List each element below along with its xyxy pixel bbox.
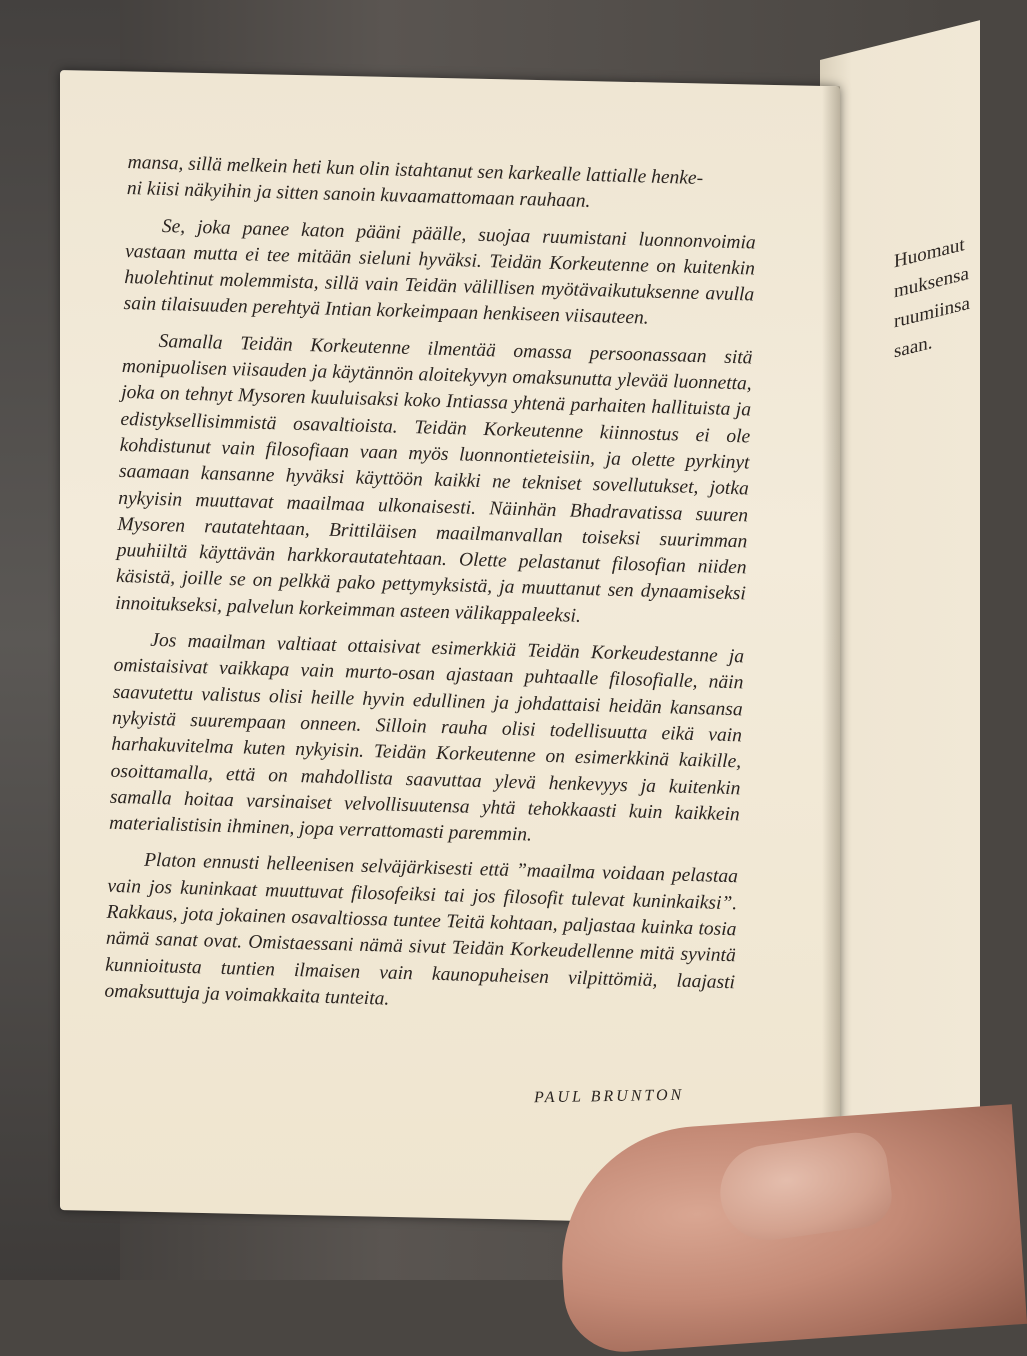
paragraph: Platon ennusti helleenisen selväjärkisesti että ”maailma voidaan pelastaa vain jos kuninkaat muuttuvat filosofeiksi tai jos filosofit tulevat kuninkaiksi”. Rakkaus, jota jokainen osavaltiossa tuntee Teitä kohtaan, paljastaa kuinka tosia nämä sanat ovat. Omistaessani nämä sivut Teidän Korkeudellenne mitä syvintä kunnioitusta tuntien ilmaisen vain kaunopuheisen vilpittömiä, laajasti omaksuttuja ja voimakkaita tunteita. [104,850,739,1010]
right-page-fragment: muksensa [894,262,969,303]
right-book-page [820,20,980,1240]
paragraph: mansa, sillä melkein heti kun olin istahtanut sen karkealle lattialle henke- ni kiisi näkyihin ja sitten sanoin kuvaamattomaan rauhaan. [126,151,704,213]
page-gutter-shadow [822,86,840,1226]
paragraph: Se, joka panee katon pääni päälle, suojaa ruumistani luonnonvoimia vastaan mutta ei tee mitään sieluni hyväksi. Teidän Korkeutenne on kuitenkin huolehtinut molemmista, sillä vain Teidän välillisen myötävaikutuksenne avulla sain tilaisuuden perehtyä Intian korkeimpaan henkiseen viisauteen. [123,215,756,330]
author-signature: PAUL BRUNTON [533,1086,685,1107]
right-page-fragment: Huomaut [894,233,965,273]
right-page-fragment: saan. [894,331,933,363]
dedication-text [104,150,758,1032]
right-page-fragment: ruumiinsa [894,292,970,333]
paragraph: Samalla Teidän Korkeutenne ilmentää omassa persoonassaan sitä monipuolisen viisauden ja käytännön aloitekyvyn omaksunutta ylevää luonnetta, joka on tehnyt Mysoren kuuluisaksi koko Intiassa yhtenä parhaiten hallituista ja edistyksellisimmistä osavaltioista. Teidän Korkeutenne kiinnostus ei ole kohdistunut vain filosofiaan vaan myös luonnontieteisiin, ja olette pyrkinyt saamaan kansanne hyväksi käyttöön kaikki ne tekniset sovellutukset, jotka nykyisin muuttavat maailmaa ulkonaisesti. Näinhän Bhadravatissa suuren Mysoren rautatehtaan, Brittiläisen maailmanvallan toiseksi suurimman puuhiiltä käyttävän harkkorautatehtaan. Olette pelastanut filosofian niiden käsistä, joille se on pelkkä pako pettymyksistä, ja muuttanut sen dynaamiseksi innoitukseksi, palvelun korkeimman asteen välikappaleeksi. [115,330,753,627]
paragraph: Jos maailman valtiaat ottaisivat esimerkkiä Teidän Korkeudestanne ja omistaisivat vaikkapa vain murto-osan ajastaan puhtaalle filosofialle, näin saavutettu valistus olisi heille hyvin edullinen ja johdattaisi heidän kansansa nykyistä suurempaan onneen. Silloin rauha olisi todellisuutta eikä vain harhakuvitelma kuten nykyisin. Teidän Korkeutenne on esimerkkinä kaikille, osoittamalla, että on mahdollista saavuttaa ylevä henkevyys ja kuitenkin samalla hoitaa varsinaiset velvollisuutensa yhtä tehokkaasti kuin kaikkein materialistisin ihminen, jopa verrattomasti paremmin. [108,629,745,846]
